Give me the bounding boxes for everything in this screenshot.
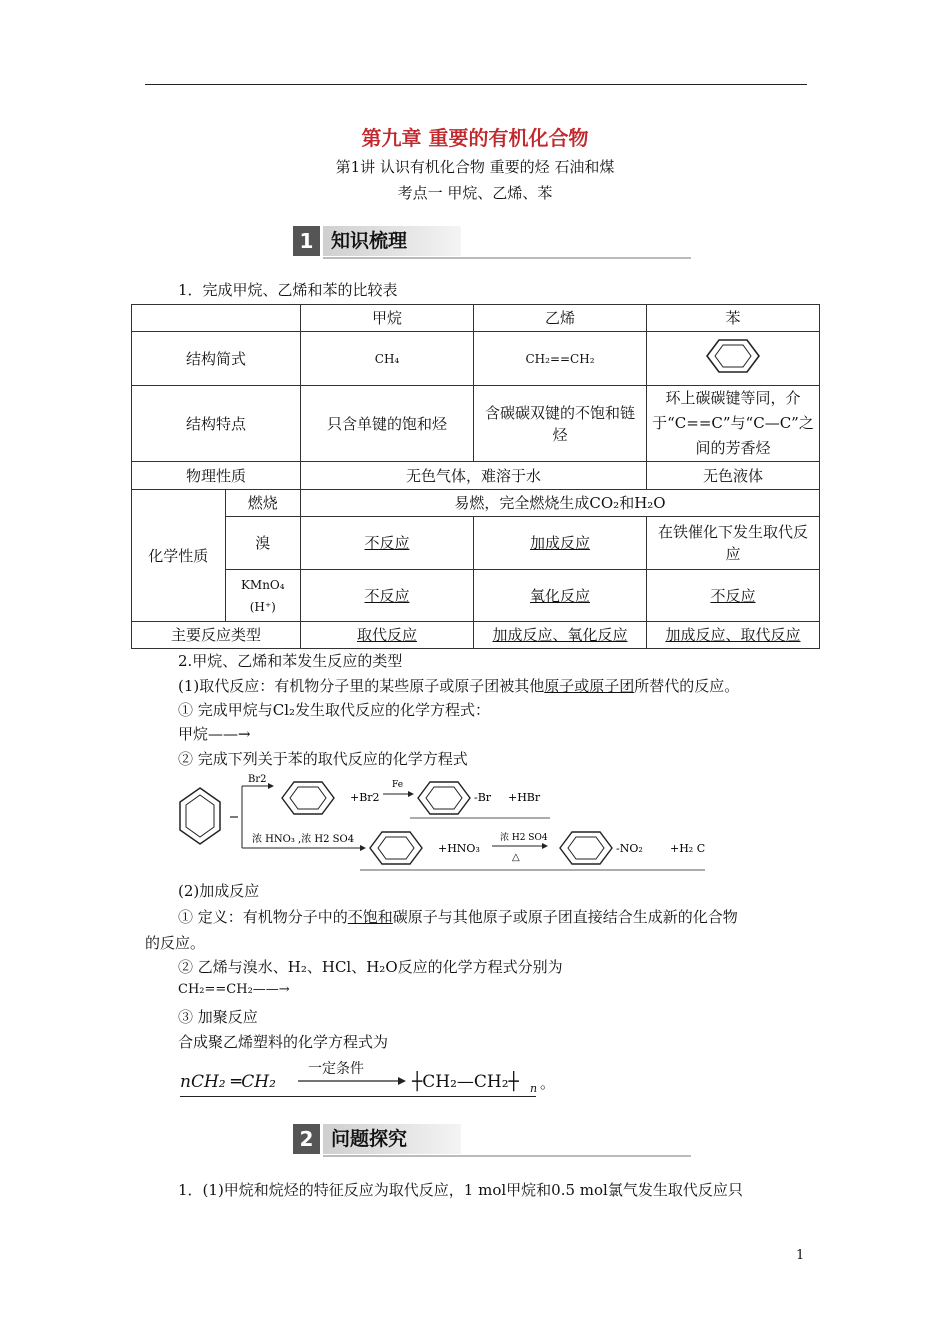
poly-product: ┼CH₂—CH₂┼ [412,1072,519,1092]
benzene-substitution-scheme [170,770,715,875]
physical-gas: 无色气体，难溶于水 [301,462,647,490]
poly-underline [180,1096,536,1097]
burn-label: 燃烧 [225,490,300,517]
section-label: 知识梳理 [323,226,461,256]
header-empty-cell [132,305,301,332]
methane-bromine: 不反应 [301,517,474,570]
row-feature-label: 结构特点 [132,386,301,462]
section-number: 2 [293,1124,320,1154]
plus-h2o: +H₂ C [670,842,706,855]
benzene-sub-line: ② 完成下列关于苯的取代反应的化学方程式 [178,750,468,768]
poly-n-sub: n [530,1082,538,1095]
page-number: 1 [796,1248,805,1263]
benzene-structure [647,332,820,386]
lecture-title: 第1讲 认识有机化合物 重要的烃 石油和煤 [335,158,615,176]
kmno4-text: KMnO₄ [240,577,285,592]
ethylene-arrow-line: CH₂==CH₂——→ [178,982,290,997]
addition-definition [178,906,738,927]
row-physical-label: 物理性质 [132,462,301,490]
header-rule [145,84,807,85]
burn-value: 易燃，完全燃烧生成CO₂和H₂O [301,490,820,517]
physical-liquid: 无色液体 [647,462,820,490]
poly-reactant: nCH₂ ═CH₂ [180,1072,276,1092]
polymerization-equation [180,1058,570,1098]
methane-kmno4: 不反应 [301,570,474,622]
poly-period: 。 [540,1074,556,1092]
plus-hno3: +HNO₃ [438,842,480,855]
section-header-1 [293,226,691,258]
row-chemical-label: 化学性质 [132,490,226,622]
methane-cl2-line: ① 完成甲烷与Cl₂发生取代反应的化学方程式： [178,701,491,719]
benzene-bromine: 在铁催化下发生取代反应 [647,517,820,570]
kmno4-sub: (H⁺) [249,599,276,614]
add-def-b: 碳原子与其他原子或原子团直接结合生成新的化合物 [392,908,738,926]
section-header-2 [293,1124,691,1156]
col-benzene: 苯 [647,305,820,332]
row-main-label: 主要反应类型 [132,622,301,649]
methane-formula: CH₄ [301,332,474,386]
reaction-types-heading: 2.甲烷、乙烯和苯发生反应的类型 [178,652,403,670]
h2so4-condition: 浓 H2 SO4 [500,833,548,843]
comparison-table [131,304,820,649]
section-label: 问题探究 [323,1124,461,1154]
benzene-icon-5 [560,832,612,864]
fe-label: Fe [392,780,404,790]
col-ethylene: 乙烯 [474,305,647,332]
ethylene-feature: 含碳碳双键的不饱和链烃 [474,386,647,462]
benzene-main: 加成反应、取代反应 [647,622,820,649]
poly-condition: 一定条件 [308,1061,364,1077]
addition-definition-cont: 的反应。 [145,934,206,952]
ethylene-bromine: 加成反应 [474,517,647,570]
row-structure-label: 结构简式 [132,332,301,386]
add-def-a: ① 定义：有机物分子中的 [178,908,348,926]
plus-br2: +Br2 [350,791,380,804]
benzene-icon-2 [282,782,334,814]
ethylene-kmno4: 氧化反应 [474,570,647,622]
methane-arrow-line: 甲烷——→ [178,725,251,743]
col-methane: 甲烷 [301,305,474,332]
sub-def-b: 所替代的反应。 [634,677,740,695]
section-number: 1 [293,226,320,256]
addition-title: (2)加成反应 [178,882,260,900]
sub-def-u: 原子或原子团 [544,677,635,695]
br2-top: Br2 [248,774,267,785]
polymer-title: ③ 加聚反应 [178,1008,258,1026]
add-def-u: 不饱和 [347,908,393,926]
methane-feature: 只含单键的饱和烃 [301,386,474,462]
benzene-icon-4 [370,832,422,864]
ethylene-formula: CH₂==CH₂ [474,332,647,386]
substitution-definition [178,675,739,696]
ethylene-reactions-line: ② 乙烯与溴水、H₂、HCl、H₂O反应的化学方程式分别为 [178,958,563,976]
heat-symbol: △ [512,852,520,863]
benzene-kmno4: 不反应 [647,570,820,622]
table-intro: 1．完成甲烷、乙烯和苯的比较表 [178,281,398,299]
benzene-icon-3 [418,782,470,814]
question-1: 1．(1)甲烷和烷烃的特征反应为取代反应，1 mol甲烷和0.5 mol氯气发生取代反应只 [178,1181,743,1199]
nitro-condition: 浓 HNO₃ ,浓 H2 SO4 [252,834,355,845]
section-rule [323,257,691,259]
ethylene-main: 加成反应、氧化反应 [474,622,647,649]
plus-hbr: +HBr [508,791,541,804]
methane-main: 取代反应 [301,622,474,649]
bromine-label: 溴 [225,517,300,570]
br-sub: -Br [474,791,492,804]
section-rule [323,1155,691,1157]
benzene-ring-icon [693,336,773,376]
sub-def-a: (1)取代反应：有机物分子里的某些原子或原子团被其他 [178,677,545,695]
chapter-title: 第九章 重要的有机化合物 [361,126,589,150]
poly-arrow-icon [298,1076,408,1086]
polymer-desc: 合成聚乙烯塑料的化学方程式为 [178,1033,389,1051]
kmno4-label [225,570,300,622]
no2-sub: -NO₂ [616,842,643,855]
benzene-feature: 环上碳碳键等同，介于“C==C”与“C—C”之间的芳香烃 [647,386,820,462]
benzene-reactant-icon [180,788,220,844]
topic-title: 考点一 甲烷、乙烯、苯 [397,184,553,202]
